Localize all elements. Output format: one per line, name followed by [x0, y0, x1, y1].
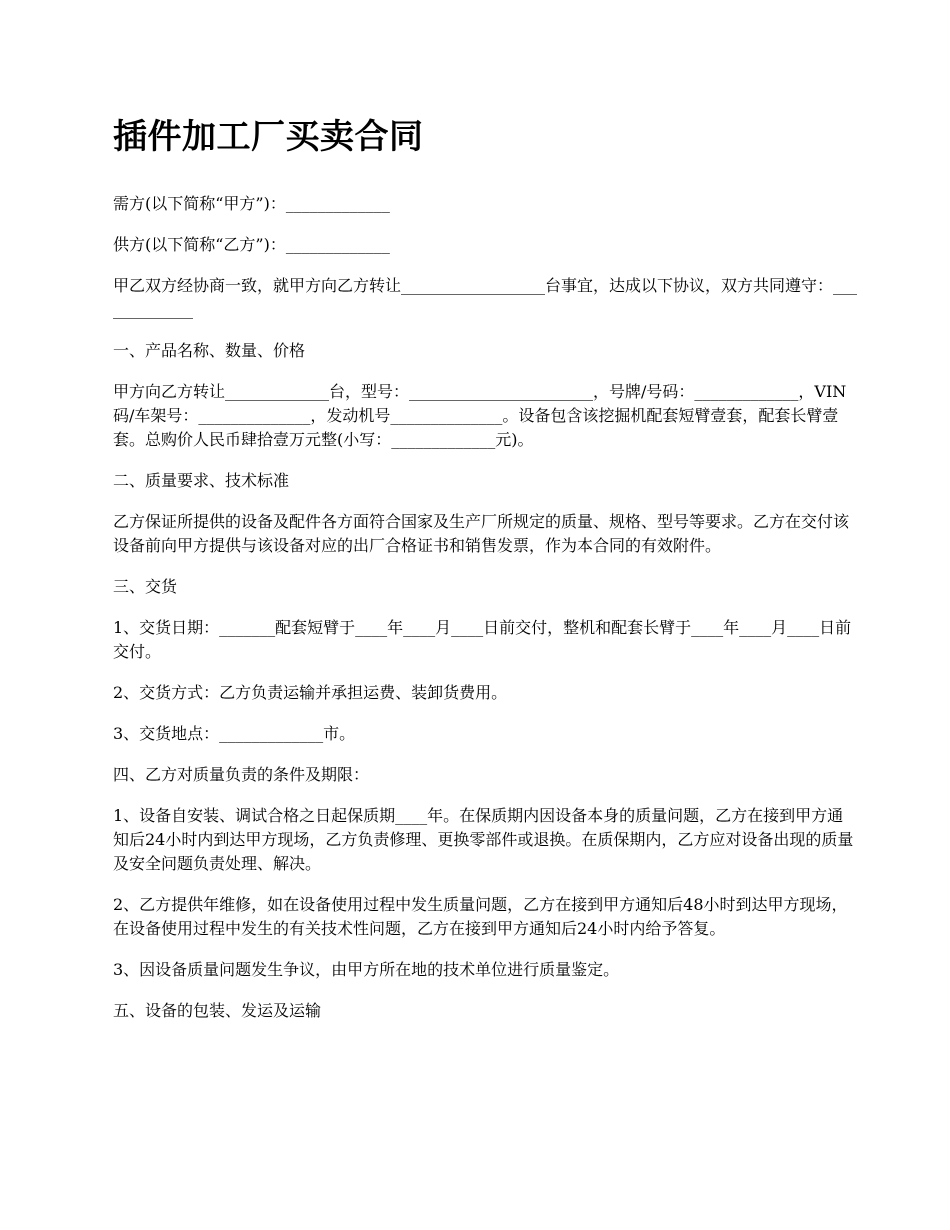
section-heading-quality: 二、质量要求、技术标准 [113, 471, 290, 490]
delivery-date-item: 1、交货日期：_______配套短臂于____年____月____日前交付，整机和配套长臂于____年____月____日前交付。 [113, 618, 852, 661]
section-heading-product: 一、产品名称、数量、价格 [113, 341, 306, 360]
section-heading-packaging: 五、设备的包装、发运及运输 [113, 1001, 322, 1020]
warranty-item-3: 3、因设备质量问题发生争议，由甲方所在地的技术单位进行质量鉴定。 [113, 960, 620, 979]
delivery-place-item: 3、交货地点：_____________市。 [113, 724, 356, 743]
section-heading-warranty: 四、乙方对质量负责的条件及期限： [113, 765, 370, 784]
delivery-method-item: 2、交货方式：乙方负责运输并承担运费、装卸货费用。 [113, 683, 508, 702]
quality-paragraph: 乙方保证所提供的设备及配件各方面符合国家及生产厂所规定的质量、规格、型号等要求。乙方在交付该设备前向甲方提供与该设备对应的出厂合格证书和销售发票，作为本合同的有效附件。 [113, 512, 850, 555]
contract-page [113, 112, 858, 1040]
buyer-line: 需方(以下简称“甲方”)：_____________ [113, 194, 390, 213]
warranty-item-2: 2、乙方提供年维修，如在设备使用过程中发生质量问题，乙方在接到甲方通知后48小时到达甲方现场，在设备使用过程中发生的有关技术性问题，乙方在接到甲方通知后24小时内给予答复。 [113, 895, 848, 938]
seller-line: 供方(以下简称“乙方”)：_____________ [113, 235, 390, 254]
document-title: 插件加工厂买卖合同 [113, 117, 424, 157]
warranty-item-1: 1、设备自安装、调试合格之日起保质期____年。在保质期内因设备本身的质量问题，乙方在接到甲方通知后24小时内到达甲方现场，乙方负责修理、更换零部件或退换。在质保期内，乙方应对设备出现的质量及安全问题负责处理、解决。 [113, 806, 854, 873]
intro-paragraph: 甲乙双方经协商一致，就甲方向乙方转让__________________台事宜，达成以下协议，双方共同遵守：_____________ [113, 276, 858, 319]
section-heading-delivery: 三、交货 [113, 577, 178, 596]
product-paragraph: 甲方向乙方转让_____________台，型号：_______________________，号牌/号码：_____________，VIN码/车架号：______________，发动机号______________。设备包含该挖掘机配套短臂壹套，配套长臂壹套。总购价人民币肆拾壹万元整(小写：_____________元)。 [113, 382, 847, 449]
